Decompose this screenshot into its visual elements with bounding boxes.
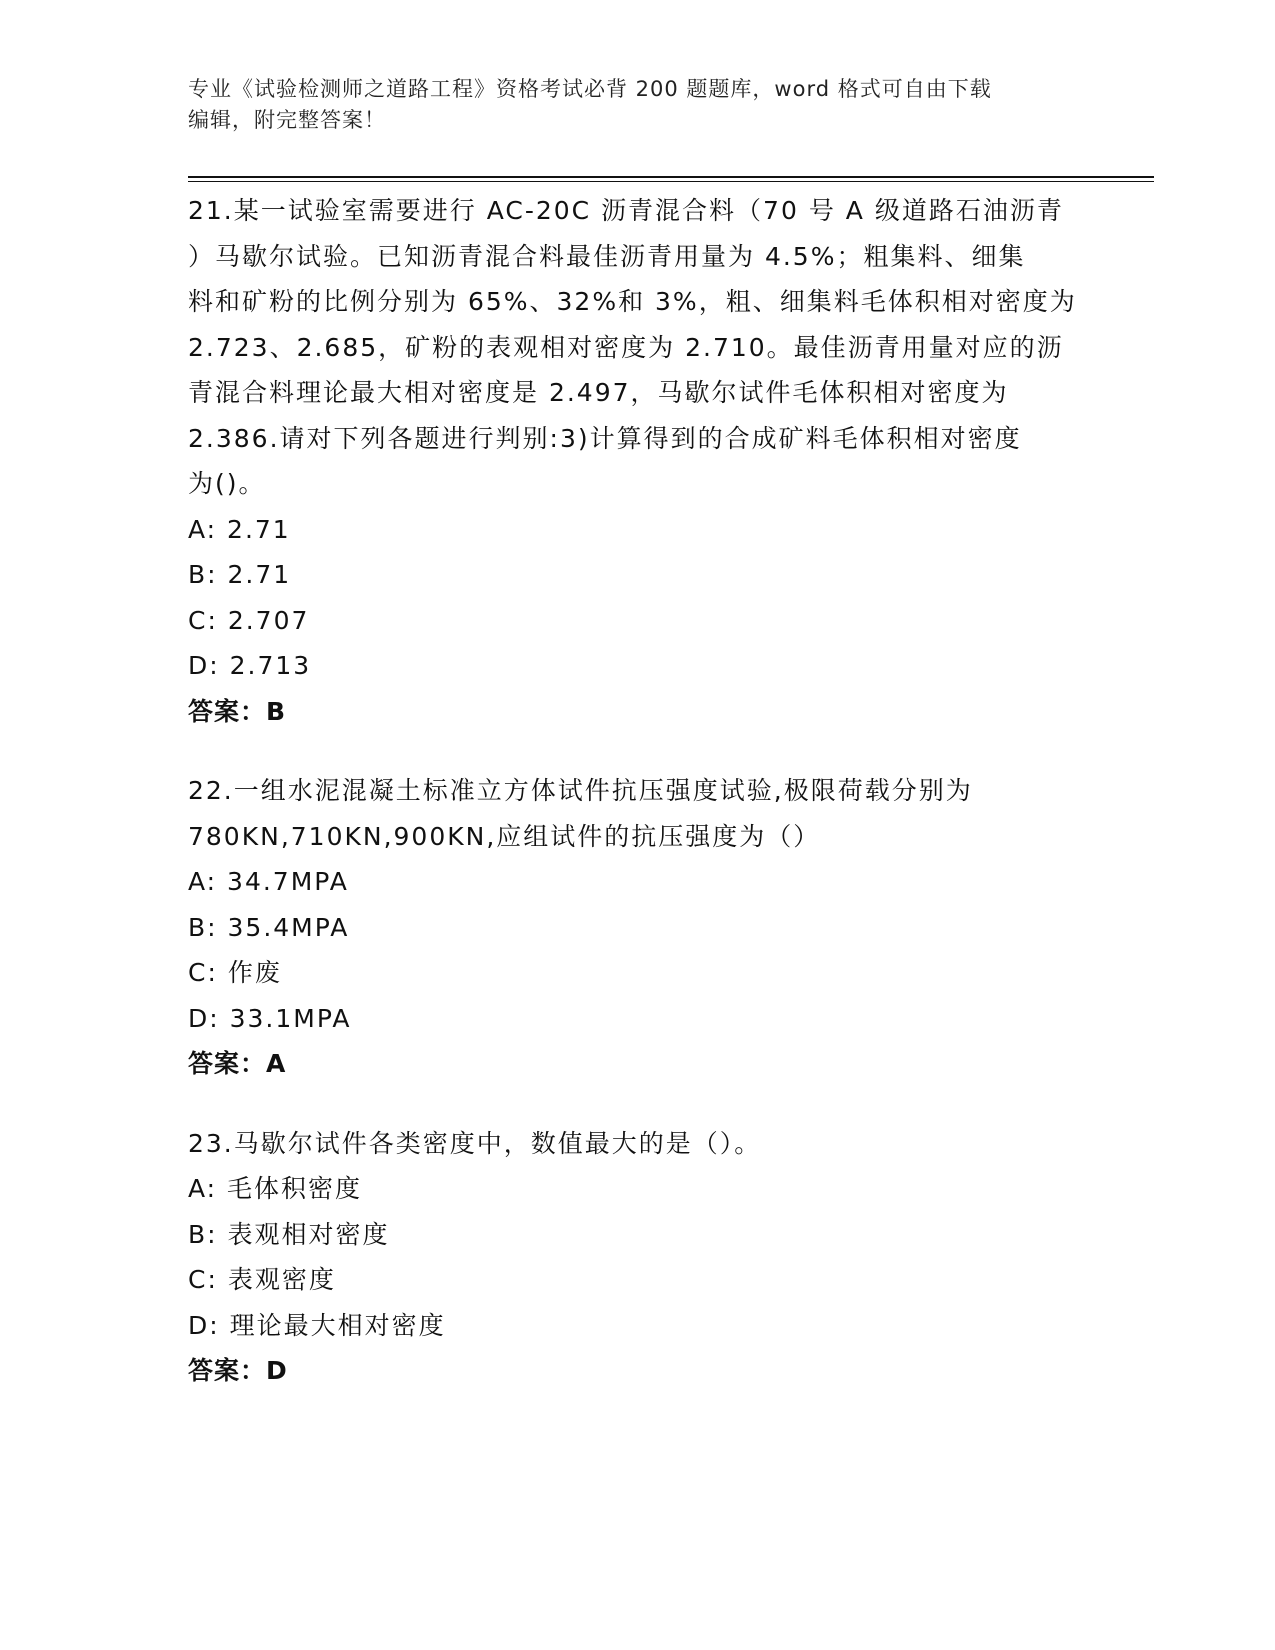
stem-line: 22.一组水泥混凝土标准立方体试件抗压强度试验,极限荷载分别为 [188, 776, 973, 805]
option-b: B: 2.71 [188, 560, 292, 589]
stem-line: 2.723、2.685，矿粉的表观相对密度为 2.710。最佳沥青用量对应的沥 [188, 332, 1064, 362]
header-divider-thin [188, 181, 1154, 182]
question-stem [188, 1121, 1088, 1167]
option-c: C: 作废 [188, 958, 282, 987]
stem-line: ）马歇尔试验。已知沥青混合料最佳沥青用量为 4.5%；粗集料、细集 [188, 241, 1026, 271]
header-line-1: 专业《试验检测师之道路工程》资格考试必背 200 题题库，word 格式可自由下载 [188, 77, 992, 101]
document-header [188, 74, 1088, 136]
question-21 [188, 188, 1088, 734]
question-23 [188, 1121, 1088, 1394]
option-d: D: 理论最大相对密度 [188, 1310, 446, 1340]
answer-label: 答案：B [188, 696, 287, 726]
option-c: C: 2.707 [188, 605, 310, 635]
question-list [188, 188, 1088, 1428]
answer-label: 答案：A [188, 1049, 287, 1078]
option-a: A: 2.71 [188, 514, 291, 544]
header-divider-thick [188, 176, 1154, 178]
stem-line: 2.386.请对下列各题进行判别:3)计算得到的合成矿料毛体积相对密度 [188, 423, 1022, 453]
answer-label: 答案：D [188, 1356, 288, 1385]
option-c: C: 表观密度 [188, 1265, 336, 1294]
stem-line: 为()。 [188, 469, 266, 498]
option-a: A: 34.7MPA [188, 867, 349, 896]
question-22 [188, 768, 1088, 1087]
question-stem [188, 188, 1088, 507]
option-d: D: 2.713 [188, 651, 312, 680]
stem-line: 料和矿粉的比例分别为 65%、32%和 3%，粗、细集料毛体积相对密度为 [188, 287, 1077, 316]
stem-line: 780KN,710KN,900KN,应组试件的抗压强度为（） [188, 821, 821, 851]
option-b: B: 表观相对密度 [188, 1219, 390, 1249]
header-line-2: 编辑，附完整答案！ [188, 108, 386, 132]
question-stem [188, 768, 1088, 859]
stem-line: 23.马歇尔试件各类密度中，数值最大的是（）。 [188, 1128, 762, 1158]
stem-line: 青混合料理论最大相对密度是 2.497，马歇尔试件毛体积相对密度为 [188, 378, 1009, 407]
option-b: B: 35.4MPA [188, 912, 350, 942]
option-a: A: 毛体积密度 [188, 1174, 363, 1203]
stem-line: 21.某一试验室需要进行 AC-20C 沥青混合料（70 号 A 级道路石油沥青 [188, 196, 1064, 225]
option-d: D: 33.1MPA [188, 1003, 352, 1033]
